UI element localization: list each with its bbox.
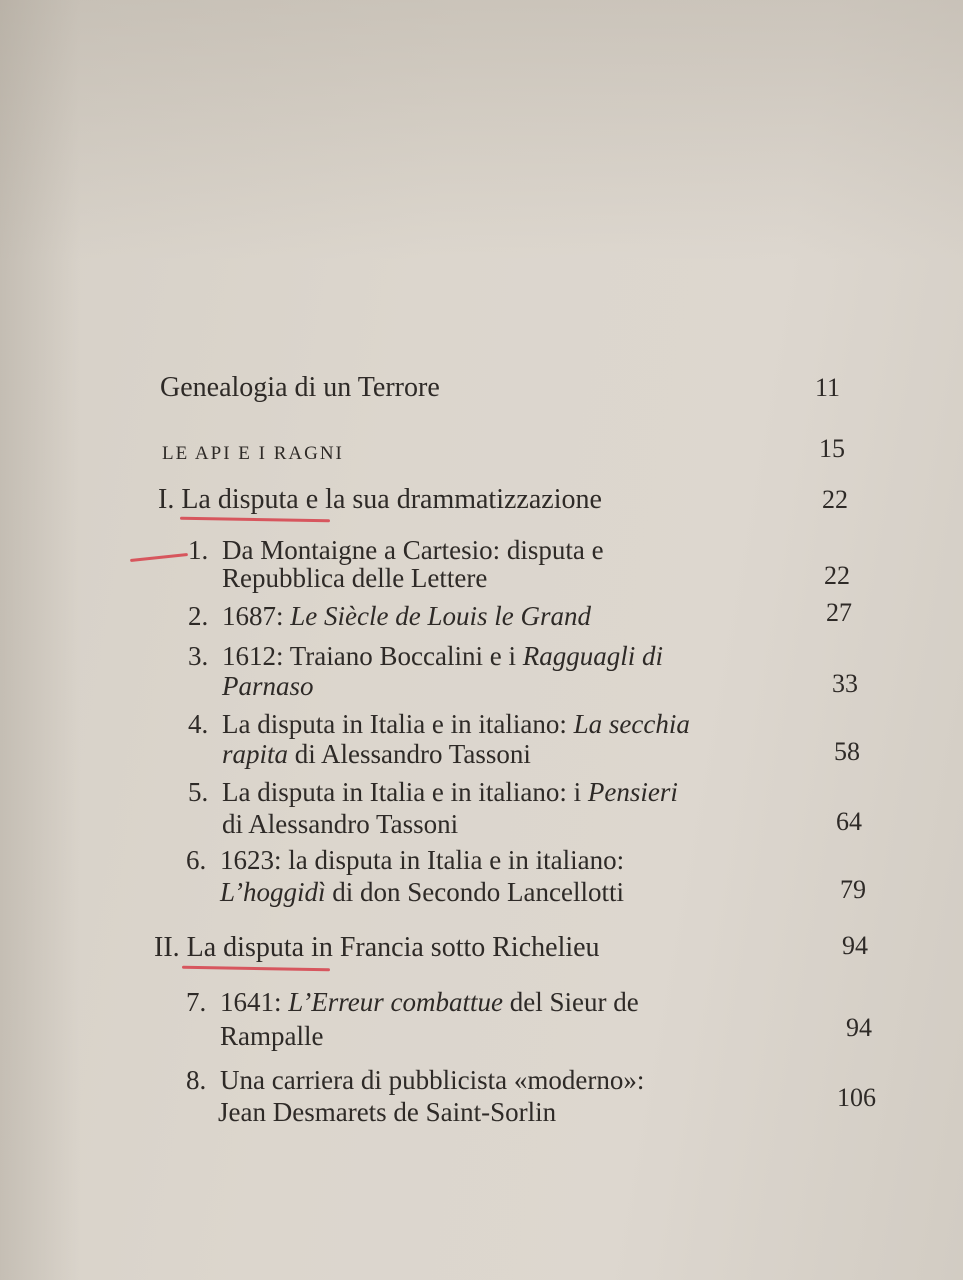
toc-item-8-page: 106 [837,1083,876,1112]
toc-item-8-line-2: Jean Desmarets de Saint-Sorlin [218,1097,557,1127]
toc-section-2-title: II. La disputa in Francia sotto Richelieu [154,932,600,963]
toc-prelude-page: 11 [814,373,840,402]
toc-item-3-line-1: 1612: Traiano Boccalini e i Ragguagli di [222,641,663,671]
toc-item-1-line-1: Da Montaigne a Cartesio: disputa e [222,535,604,565]
toc-item-6-number: 6. [186,845,207,875]
toc-item-4-number: 4. [188,709,209,739]
toc-item-6-line-2: L’hoggidì di don Secondo Lancellotti [220,877,624,907]
toc-item-8-line-1: Una carriera di pubblicista «moderno»: [220,1065,645,1095]
toc-item-2-page: 27 [826,598,852,627]
toc-item-1-line-2: Repubblica delle Lettere [222,563,488,593]
toc-item-2-number: 2. [188,601,209,631]
toc-item-6-line-1: 1623: la disputa in Italia e in italiano: [220,845,625,875]
red-pen-mark-item-1 [130,553,188,562]
toc-section-1-page: 22 [822,485,848,514]
toc-item-4-page: 58 [834,737,860,766]
toc-item-6-page: 79 [840,875,866,904]
toc-item-7-line-1: 1641: L’Erreur combattue del Sieur de [220,987,639,1017]
toc-item-7-page: 94 [846,1013,872,1042]
red-pen-underline-section-2 [182,966,330,972]
toc-section-1-title: I. La disputa e la sua drammatizzazione [158,484,602,515]
toc-item-4-line-2: rapita di Alessandro Tassoni [222,739,531,769]
toc-section-2-page: 94 [842,931,868,960]
toc-item-8-number: 8. [186,1065,207,1095]
toc-prelude-title: Genealogia di un Terrore [160,372,440,403]
toc-item-2-line-1: 1687: Le Siècle de Louis le Grand [222,601,591,631]
toc-item-5-line-2: di Alessandro Tassoni [222,809,459,839]
toc-item-3-number: 3. [188,641,209,671]
toc-item-7-number: 7. [186,987,207,1017]
toc-item-5-page: 64 [836,807,862,836]
toc-item-7-line-2: Rampalle [220,1021,324,1051]
toc-item-3-line-2: Parnaso [222,671,314,701]
toc-part-title: LE API E I RAGNI [162,443,344,464]
toc-item-3-page: 33 [832,669,858,698]
toc-item-1-number: 1. [188,535,209,565]
red-pen-underline-section-1 [180,517,330,523]
toc-item-1-page: 22 [824,561,850,590]
toc-part-page: 15 [819,434,845,463]
toc-item-5-number: 5. [188,777,209,807]
toc-item-5-line-1: La disputa in Italia e in italiano: i Pensieri [222,777,678,807]
toc-item-4-line-1: La disputa in Italia e in italiano: La secchia [222,709,690,739]
